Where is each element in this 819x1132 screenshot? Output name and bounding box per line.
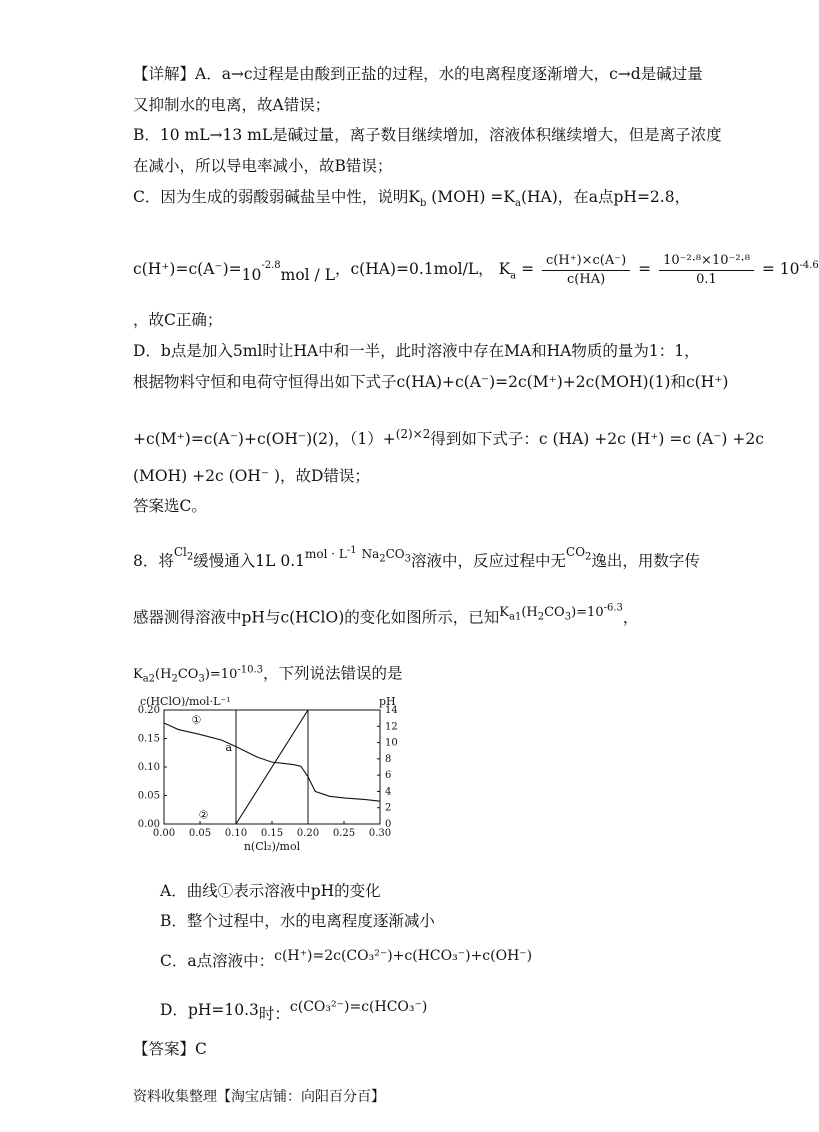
fraction-denominator: c(HA)	[567, 271, 606, 287]
subscript: a2	[142, 673, 156, 685]
text: Na	[361, 547, 380, 561]
text: Cl	[173, 545, 187, 559]
text: ，下列说法错误的是	[263, 664, 403, 683]
text: )=10	[571, 605, 604, 621]
explanation-line-5	[133, 186, 690, 215]
explanation-line-10	[133, 423, 764, 450]
x-tick-label: 0.15	[260, 828, 284, 839]
text: (MOH) =K	[426, 188, 515, 206]
curve-annotation: ②	[198, 808, 209, 822]
curve-annotation: ①	[191, 713, 202, 727]
subscript: a	[510, 270, 517, 282]
subscript: 3	[404, 553, 411, 565]
y-right-tick-label: 10	[385, 737, 398, 749]
text: pH=10.3	[187, 1001, 259, 1019]
subscript: 2	[379, 553, 386, 565]
explanation-line-3: B．10 mL→13 mL是碱过量，离子数目继续增加，溶液体积继续增大，但是离子浓度	[133, 126, 722, 144]
text: )=10	[204, 667, 238, 683]
unit: mol / L	[280, 266, 335, 285]
subscript: a1	[508, 611, 522, 623]
x-tick-label: 0.05	[188, 828, 212, 839]
text: mol · L	[305, 547, 347, 561]
text: 8．将	[133, 552, 174, 570]
expression: c(CO₃²⁻)=c(HCO₃⁻)	[289, 999, 428, 1015]
y-right-tick-label: 2	[385, 802, 392, 814]
text: CO	[385, 547, 405, 561]
superscript: -1	[346, 545, 357, 556]
y-left-tick-label: 0.10	[137, 762, 160, 773]
ka2-expression	[133, 665, 263, 685]
explanation-line-1: 【详解】A．a→c过程是由酸到正盐的过程，水的电离程度逐渐增大，c→d是碱过量	[133, 65, 703, 83]
series-line-hclo	[193, 710, 380, 824]
explanation-line-9: 根据物料守恒和电荷守恒得出如下式子c(HA)+c(A⁻)=2c(M⁺)+2c(MOH)(1)和c(H⁺)	[133, 373, 729, 391]
subscript: 2	[585, 551, 592, 563]
y-right-tick-label: 4	[385, 786, 392, 798]
text: 溶液中，反应过程中无	[411, 552, 567, 570]
x-tick-label: 0.25	[332, 828, 356, 839]
y-right-tick-label: 8	[385, 753, 392, 765]
result-base: = 10	[761, 260, 800, 279]
footer-source: 资料收集整理【淘宝店铺：向阳百分百】	[133, 1089, 385, 1105]
chart-root	[138, 695, 398, 853]
ka-fraction	[542, 252, 630, 289]
result-exponent: -4.6	[799, 260, 819, 271]
superscript: (2)×2	[395, 427, 431, 441]
question-8-line-3	[133, 656, 403, 695]
option-b: B．整个过程中，水的电离程度逐渐减小	[160, 912, 435, 930]
text: CO	[177, 667, 199, 683]
subscript: 2	[537, 611, 545, 623]
fraction-denominator: 0.1	[696, 271, 717, 287]
text: C．a点溶液中：	[160, 952, 275, 970]
y-left-tick-label: 0.20	[137, 705, 160, 716]
text: (H	[521, 605, 538, 621]
question-8-line-2	[133, 594, 638, 633]
y-right-axis-label: pH	[379, 695, 396, 708]
chem-na2co3	[361, 547, 411, 565]
x-tick-label: 0.00	[152, 828, 176, 839]
text: D．	[160, 1001, 188, 1019]
text: 得到如下式子：c (HA) +2c (H⁺) =c (A⁻) +2c	[430, 430, 764, 449]
x-tick-label: 0.10	[224, 828, 248, 839]
subscript: b	[419, 198, 427, 210]
subscript: 2	[186, 551, 194, 563]
text: (HA)，在a点pH=2.8，	[520, 188, 691, 206]
explanation-line-7: ，故C正确；	[133, 311, 223, 329]
text: 逸出，用数字传	[591, 552, 700, 570]
ka-symbol: K	[498, 260, 511, 279]
y-right-tick-label: 6	[385, 770, 392, 782]
x-tick-label: 0.20	[296, 828, 320, 839]
fraction-numerator: c(H⁺)×c(A⁻)	[542, 252, 630, 271]
explanation-line-6-formula: $c(H^+)=c(A^-)=10^{-2.8}mol / L$，c(HA)=0.1mol/L， $K_a$ = $\frac{c(H^+)\times c(A^-)}{c(HA)}$ = $\frac{\text{10⁻²·⁸×10⁻²·⁸}}{0.1}$ = $10^{-4.6}$	[133, 252, 819, 287]
text: ，c(HA)=0.1mol/L，	[335, 260, 494, 279]
explanation-line-8: D．b点是加入5ml时让HA中和一半，此时溶液中存在MA和HA物质的量为1：1，	[133, 342, 700, 360]
subscript: 2	[171, 673, 178, 685]
option-d	[160, 994, 427, 1027]
answer: 【答案】C	[133, 1040, 207, 1058]
text: CO	[566, 545, 586, 559]
option-c	[160, 943, 532, 974]
fraction-numerator: 10⁻²·⁸×10⁻²·⁸	[659, 252, 754, 271]
text: ，	[622, 608, 639, 627]
question-8-line-1	[133, 536, 700, 576]
superscript: -6.3	[603, 603, 623, 614]
text: (H	[155, 667, 172, 683]
text: K	[499, 605, 509, 621]
explanation-line-11: (MOH) +2c (OH⁻ )，故D错误；	[133, 467, 370, 485]
text: CO	[544, 605, 565, 621]
charge-balance-expression: c(H⁺)=2c(CO₃²⁻)+c(HCO₃⁻)+c(OH⁻)	[274, 948, 533, 964]
explanation-line-4: 在减小，所以导电率减小，故B错误；	[133, 157, 393, 175]
hclo-ph-chart	[130, 692, 400, 862]
subscript: 3	[564, 611, 572, 623]
text: 缓慢通入1L 0.1	[193, 552, 306, 570]
subscript: 3	[198, 673, 205, 685]
y-right-tick-label: 14	[385, 705, 398, 716]
subscript: a	[514, 198, 521, 210]
chem-cl2	[173, 545, 194, 563]
text: K	[133, 667, 143, 683]
chem-co2	[566, 545, 592, 563]
ka1-expression	[499, 603, 623, 623]
y-left-tick-label: 0.15	[137, 733, 160, 745]
series-line-ph	[164, 723, 380, 801]
x-tick-label: 0.30	[368, 828, 392, 839]
text: c(H⁺)=c(A⁻)=	[133, 260, 242, 279]
text: C．因为生成的弱酸弱碱盐呈中性，说明K	[133, 188, 420, 206]
y-left-tick-label: 0.05	[137, 790, 160, 802]
unit-mol-per-l	[305, 547, 357, 561]
text: 时：	[258, 1005, 290, 1023]
y-right-tick-label: 12	[385, 721, 398, 733]
y-left-axis-label: c(HClO)/mol·L⁻¹	[140, 695, 231, 708]
curve-annotation: a	[225, 741, 233, 755]
exponent: -2.8	[261, 260, 281, 271]
explanation-line-2: 又抑制水的电离，故A错误；	[133, 96, 331, 114]
ka-value-fraction	[659, 252, 754, 289]
power-base: 10	[241, 266, 262, 285]
option-a: A．曲线①表示溶液中pH的变化	[160, 882, 381, 900]
y-left-tick-label: 0.00	[137, 819, 160, 830]
answer-line: 答案选C。	[133, 497, 207, 515]
superscript: -10.3	[237, 665, 263, 676]
x-axis-label: n(Cl₂)/mol	[243, 840, 301, 853]
y-right-tick-label: 0	[385, 819, 392, 830]
text: +c(M⁺)=c(A⁻)+c(OH⁻)(2)，（1）+	[133, 430, 396, 449]
text: 感器测得溶液中pH与c(HClO)的变化如图所示，已知	[133, 608, 500, 627]
